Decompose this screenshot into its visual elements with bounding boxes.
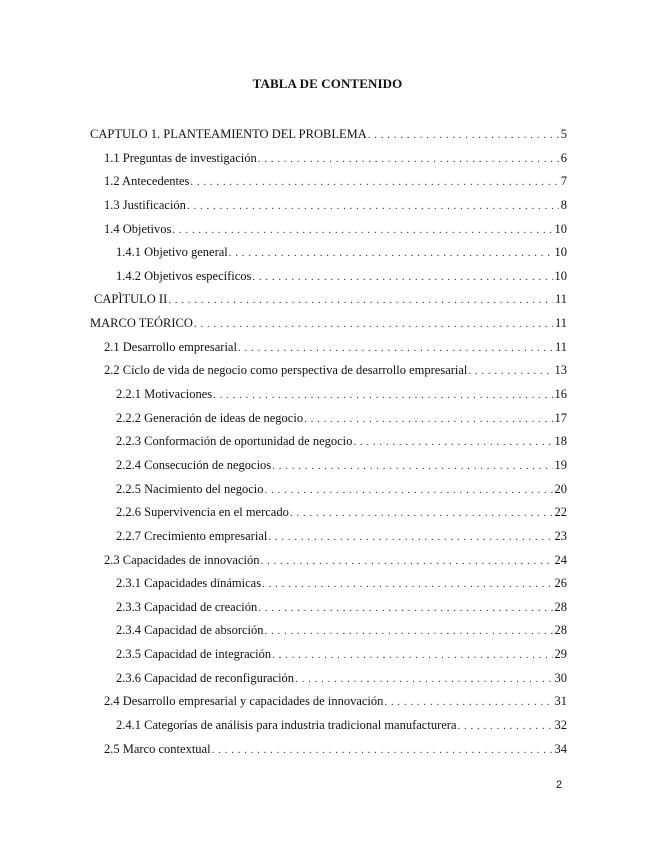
- toc-entry-label: 2.1 Desarrollo empresarial: [104, 339, 237, 354]
- dot-leader: [258, 599, 552, 617]
- toc-entry-label: 2.2.7 Crecimiento empresarial: [116, 528, 268, 543]
- toc-entry-page: 19: [554, 457, 567, 472]
- toc-entry[interactable]: [90, 669, 567, 693]
- toc-entry-label: 2.3.3 Capacidad de creación: [116, 599, 258, 614]
- toc-entry[interactable]: [90, 551, 567, 575]
- toc-entry-label: CAPTULO 1. PLANTEAMIENTO DEL PROBLEMA: [90, 127, 367, 141]
- toc-entry[interactable]: [90, 480, 567, 504]
- toc-entry[interactable]: [90, 385, 567, 409]
- toc-entry-page: 17: [554, 410, 567, 425]
- toc-entry-page: 28: [554, 623, 567, 638]
- dot-leader: [468, 362, 552, 380]
- dot-leader: [304, 410, 552, 428]
- dot-leader: [168, 291, 553, 309]
- dot-leader: [272, 457, 552, 475]
- toc-entry-label: 2.3.6 Capacidad de reconfiguración: [116, 670, 295, 685]
- toc-entry[interactable]: [90, 692, 567, 716]
- toc-entry[interactable]: [90, 314, 567, 338]
- toc-entry[interactable]: [90, 645, 567, 669]
- dot-leader: [261, 552, 553, 570]
- toc-entry-label: 2.3.5 Capacidad de integración: [116, 647, 272, 662]
- toc-entry[interactable]: [90, 290, 567, 314]
- toc-entry-label: 1.4.1 Objetivo general: [116, 245, 228, 260]
- dot-leader: [384, 693, 552, 711]
- toc-entry-page: 24: [554, 552, 567, 567]
- toc-entry[interactable]: [90, 361, 567, 385]
- toc-entry[interactable]: [90, 409, 567, 433]
- dot-leader: [368, 126, 559, 144]
- dot-leader: [212, 741, 553, 759]
- toc-entry-page: 30: [554, 670, 567, 685]
- dot-leader: [268, 528, 552, 546]
- dot-leader: [262, 575, 552, 593]
- toc-entry-label: 2.2.5 Nacimiento del negocio: [116, 481, 264, 496]
- toc-entry-label: MARCO TEÓRICO: [90, 316, 193, 331]
- dot-leader: [458, 717, 553, 735]
- toc-entry[interactable]: [90, 338, 567, 362]
- toc-entry-page: 29: [554, 647, 567, 662]
- toc-entry-label: 2.2 Ciclo de vida de negocio como perspectiva de desarrollo empresarial: [104, 363, 468, 378]
- toc-entry-page: 28: [554, 599, 567, 614]
- toc-entry-page: 32: [554, 718, 567, 733]
- toc-entry[interactable]: [90, 716, 567, 740]
- toc-entry[interactable]: [90, 149, 567, 173]
- dot-leader: [272, 646, 552, 664]
- toc-entry-label: 1.4 Objetivos: [104, 221, 172, 236]
- toc-entry[interactable]: [90, 527, 567, 551]
- toc-entry[interactable]: [90, 503, 567, 527]
- toc-entry-page: 23: [554, 528, 567, 543]
- toc-entry-page: 8: [560, 197, 567, 212]
- toc-entry-page: 20: [554, 481, 567, 496]
- toc-entry-page: 13: [554, 363, 567, 378]
- toc-entry-page: 11: [554, 339, 567, 354]
- toc-entry-label: 2.4 Desarrollo empresarial y capacidades de innovación: [104, 694, 384, 709]
- toc-entry-page: 7: [560, 174, 567, 189]
- toc-entry[interactable]: [90, 196, 567, 220]
- toc-entry-page: 22: [554, 505, 567, 520]
- dot-leader: [290, 504, 553, 522]
- dot-leader: [194, 315, 553, 333]
- dot-leader: [252, 268, 552, 286]
- toc-entry[interactable]: [90, 621, 567, 645]
- toc-entry-label: 2.5 Marco contextual: [104, 741, 211, 756]
- dot-leader: [295, 670, 552, 688]
- toc-entry-label: 2.3 Capacidades de innovación: [104, 552, 260, 567]
- dot-leader: [265, 622, 553, 640]
- dot-leader: [238, 339, 553, 357]
- toc-entry[interactable]: [90, 172, 567, 196]
- toc-entry[interactable]: [90, 574, 567, 598]
- dot-leader: [187, 197, 559, 215]
- toc-entry-page: 10: [554, 268, 567, 283]
- toc-entry-page: 6: [560, 150, 567, 165]
- toc-entry[interactable]: [90, 243, 567, 267]
- toc-entry-page: 31: [554, 694, 567, 709]
- dot-leader: [229, 244, 553, 262]
- toc-entry-page: 11: [554, 292, 567, 307]
- toc-entry-label: 2.2.3 Conformación de oportunidad de negocio: [116, 434, 353, 449]
- toc-entry-page: 10: [554, 221, 567, 236]
- toc-entry-label: 2.2.1 Motivaciones: [116, 387, 213, 402]
- dot-leader: [265, 481, 553, 499]
- toc-entry-label: 1.1 Preguntas de investigación: [104, 150, 257, 165]
- dot-leader: [190, 173, 558, 191]
- toc-entry-label: 2.3.1 Capacidades dinámicas: [116, 576, 262, 591]
- toc-entry-label: 1.3 Justificación: [104, 197, 186, 212]
- toc-entry-page: 11: [554, 316, 567, 331]
- dot-leader: [213, 386, 552, 404]
- toc-entry-label: 1.2 Antecedentes: [104, 174, 190, 189]
- dot-leader: [258, 150, 559, 168]
- toc-entry-page: 26: [554, 576, 567, 591]
- toc-entry-label: 1.4.2 Objetivos específicos: [116, 268, 252, 283]
- toc-entry-page: 16: [554, 387, 567, 402]
- toc-entry[interactable]: [90, 267, 567, 291]
- dot-leader: [353, 433, 552, 451]
- toc-entry-label: CAPÌTULO II: [94, 292, 168, 307]
- dot-leader: [172, 221, 552, 239]
- toc-entry[interactable]: [90, 220, 567, 244]
- toc-entry-label: 2.4.1 Categorías de análisis para industria tradicional manufacturera: [116, 718, 457, 733]
- toc-title: TABLA DE CONTENIDO: [252, 76, 403, 91]
- toc-entry[interactable]: [90, 740, 567, 764]
- toc-entry-page: 5: [560, 127, 567, 141]
- toc-entry-label: 2.3.4 Capacidad de absorción: [116, 623, 264, 638]
- toc-entry[interactable]: [90, 456, 567, 480]
- toc-entry-page: 18: [554, 434, 567, 449]
- toc-entry[interactable]: [90, 125, 567, 149]
- table-of-contents: [90, 125, 567, 763]
- page-number: 2: [556, 779, 563, 791]
- toc-entry-page: 10: [554, 245, 567, 260]
- toc-entry-page: 34: [554, 741, 567, 756]
- toc-entry[interactable]: [90, 432, 567, 456]
- toc-entry-label: 2.2.4 Consecución de negocios: [116, 457, 272, 472]
- toc-entry-label: 2.2.2 Generación de ideas de negocio: [116, 410, 304, 425]
- toc-entry-label: 2.2.6 Supervivencia en el mercado: [116, 505, 289, 520]
- toc-entry[interactable]: [90, 598, 567, 622]
